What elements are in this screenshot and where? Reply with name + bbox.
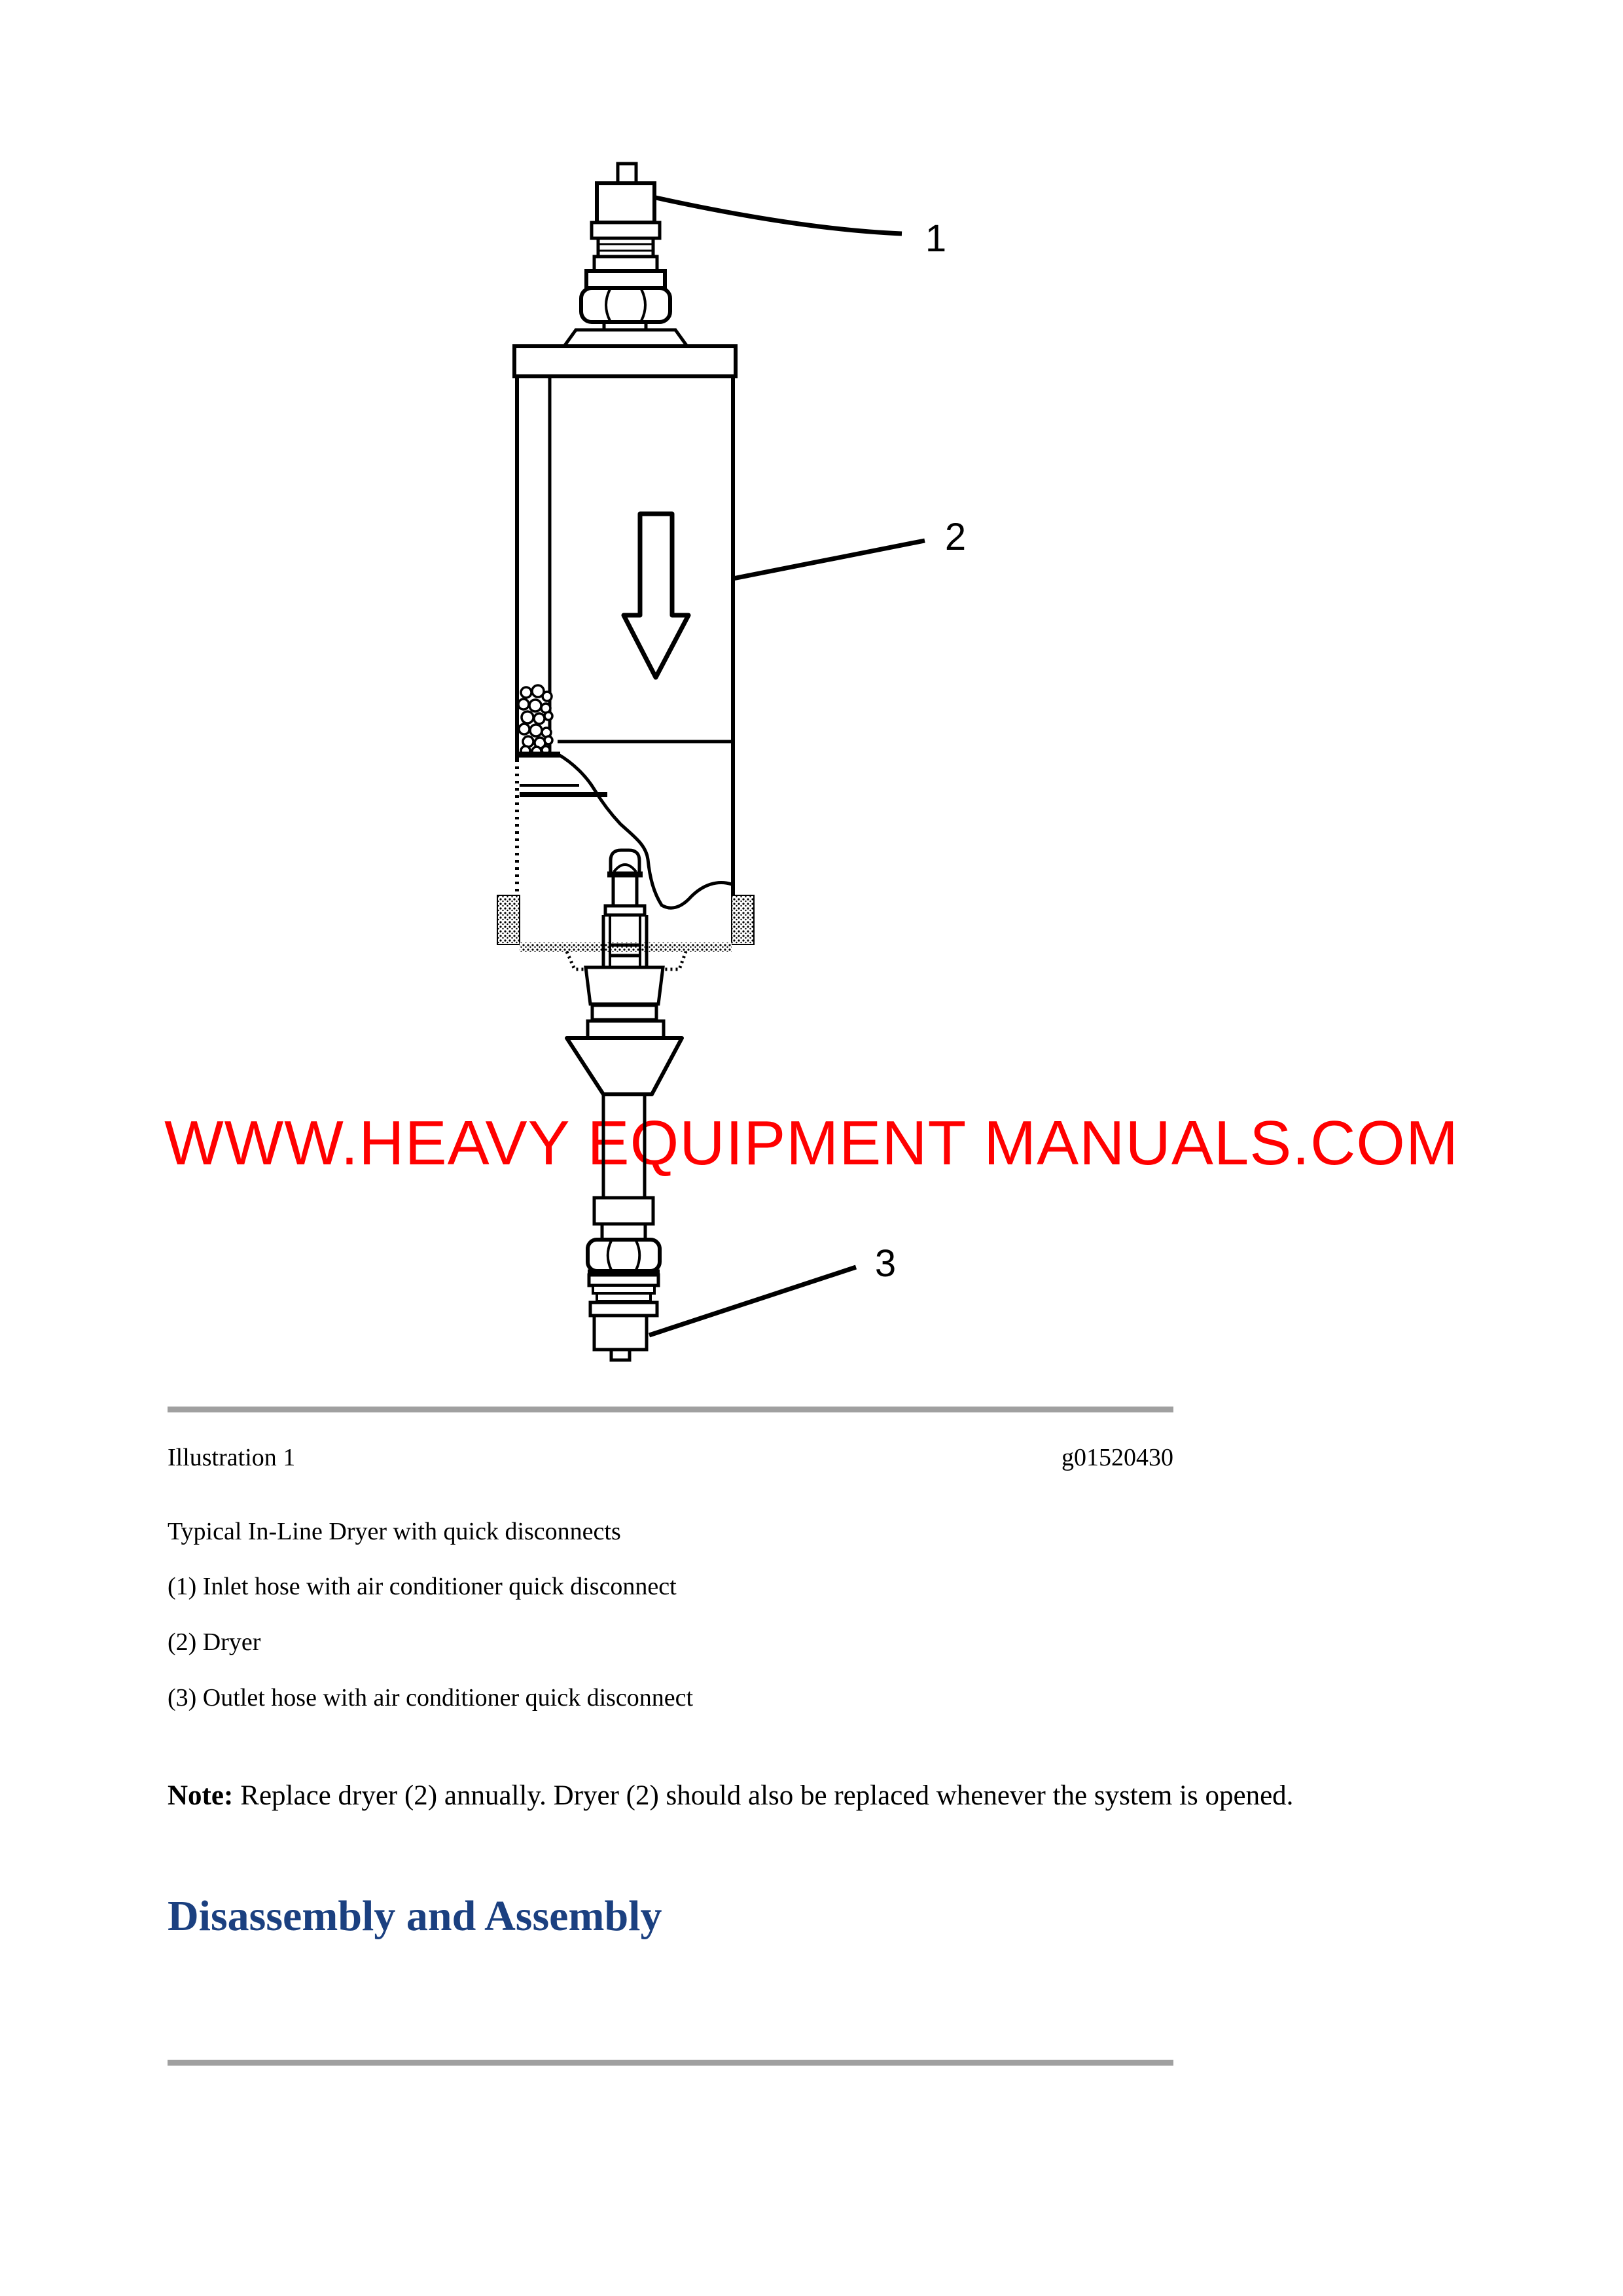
pickup-valve bbox=[605, 850, 645, 915]
illustration-top-rule bbox=[168, 1407, 1173, 1412]
section-heading: Disassembly and Assembly bbox=[168, 1892, 662, 1940]
part-item-3: (3) Outlet hose with air conditioner quick disconnect bbox=[168, 1684, 694, 1712]
illustration-caption-row bbox=[168, 1443, 1173, 1472]
outlet-hex-nut bbox=[588, 1240, 660, 1271]
flow-direction-arrow bbox=[624, 514, 688, 677]
callout-3-label: 3 bbox=[874, 1242, 897, 1285]
callout-1-leader bbox=[656, 198, 902, 234]
part-item-2: (2) Dryer bbox=[168, 1628, 261, 1656]
outlet-tube bbox=[603, 915, 647, 967]
part-item-1: (1) Inlet hose with air conditioner quick disconnect bbox=[168, 1573, 677, 1600]
illustration-label: Illustration 1 bbox=[168, 1444, 296, 1471]
inlet-fitting bbox=[581, 164, 670, 330]
figure-title: Typical In-Line Dryer with quick disconnects bbox=[168, 1518, 621, 1545]
callout-3-leader bbox=[649, 1267, 856, 1335]
section-bottom-rule bbox=[168, 2060, 1173, 2066]
note-paragraph bbox=[168, 1778, 1378, 1814]
fluid-boot-line bbox=[558, 754, 732, 908]
watermark-text: WWW.HEAVY EQUIPMENT MANUALS.COM bbox=[164, 1108, 1459, 1178]
note-label: Note: bbox=[168, 1780, 234, 1811]
inlet-hex-nut bbox=[581, 288, 670, 322]
dryer-body bbox=[497, 330, 754, 969]
callout-2-label: 2 bbox=[944, 516, 967, 558]
callout-1-label: 1 bbox=[925, 217, 947, 260]
desiccant-beads bbox=[518, 685, 552, 756]
callout-2-leader bbox=[733, 541, 925, 579]
figure-id: g01520430 bbox=[1061, 1444, 1173, 1471]
outlet-fitting bbox=[567, 967, 682, 1360]
note-text: Replace dryer (2) annually. Dryer (2) should also be replaced whenever the system is opened. bbox=[240, 1780, 1294, 1811]
